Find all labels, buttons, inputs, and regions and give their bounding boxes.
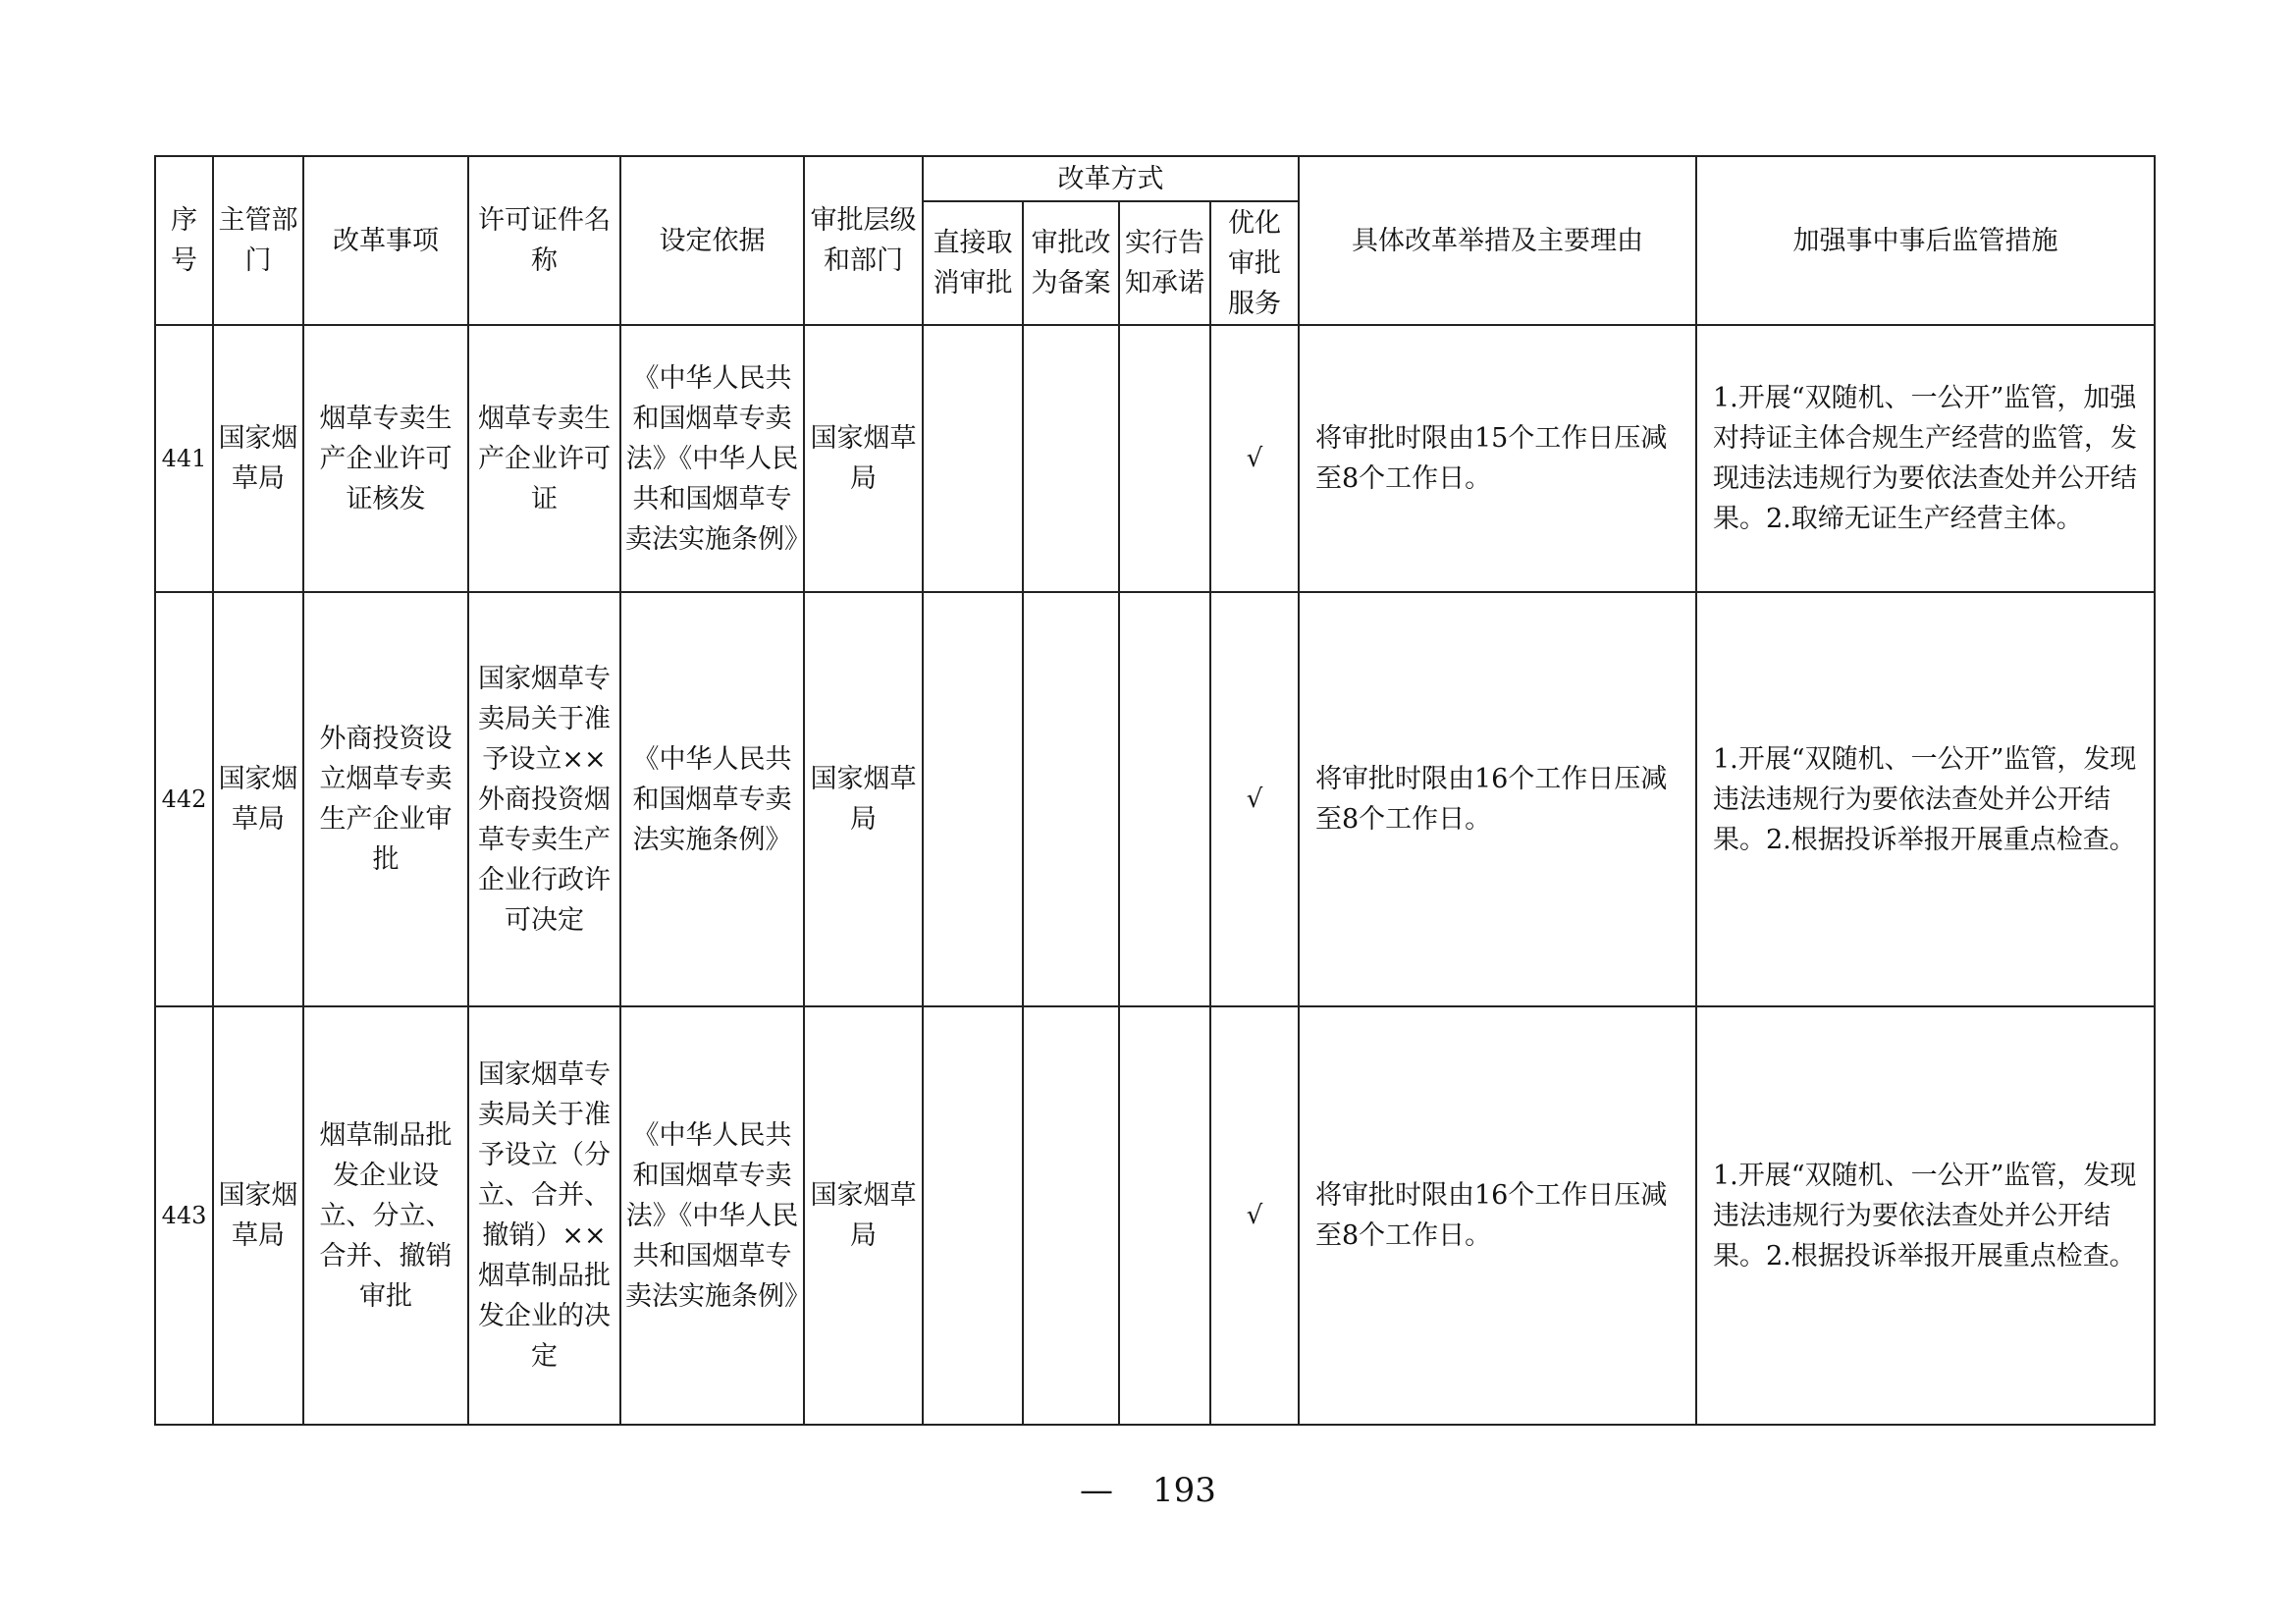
header-supervision: 加强事中事后监管措施	[1696, 156, 2155, 325]
cell-seq: 443	[155, 1006, 213, 1425]
cell-license: 国家烟草专卖局关于准予设立××外商投资烟草专卖生产企业行政许可决定	[468, 592, 620, 1006]
header-reform-group: 改革方式	[923, 156, 1299, 201]
cell-dept: 国家烟草局	[213, 325, 303, 592]
cell-record	[1023, 325, 1119, 592]
cell-level: 国家烟草局	[804, 1006, 923, 1425]
cell-seq: 442	[155, 592, 213, 1006]
cell-measures: 将审批时限由15个工作日压减至8个工作日。	[1299, 325, 1696, 592]
cell-measures: 将审批时限由16个工作日压减至8个工作日。	[1299, 1006, 1696, 1425]
cell-level: 国家烟草局	[804, 325, 923, 592]
header-method-optimize: 优化审批服务	[1210, 201, 1299, 325]
cell-license: 烟草专卖生产企业许可证	[468, 325, 620, 592]
cell-optimize-checkmark: √	[1210, 325, 1299, 592]
table-row	[155, 325, 2155, 592]
header-license: 许可证件名称	[468, 156, 620, 325]
cell-supervision: 1.开展“双随机、一公开”监管，发现违法违规行为要依法查处并公开结果。2.根据投诉举报开展重点检查。	[1696, 592, 2155, 1006]
cell-cancel	[923, 325, 1023, 592]
cell-item: 烟草专卖生产企业许可证核发	[303, 325, 468, 592]
footer-dash: —	[1080, 1471, 1114, 1510]
cell-seq: 441	[155, 325, 213, 592]
cell-notify	[1119, 1006, 1210, 1425]
header-level: 审批层级和部门	[804, 156, 923, 325]
header-method-notify: 实行告知承诺	[1119, 201, 1210, 325]
cell-supervision: 1.开展“双随机、一公开”监管，加强对持证主体合规生产经营的监管，发现违法违规行为要依法查处并公开结果。2.取缔无证生产经营主体。	[1696, 325, 2155, 592]
cell-dept: 国家烟草局	[213, 592, 303, 1006]
header-method-record: 审批改为备案	[1023, 201, 1119, 325]
header-item: 改革事项	[303, 156, 468, 325]
page-number: 193	[1152, 1471, 1216, 1510]
cell-notify	[1119, 325, 1210, 592]
cell-cancel	[923, 1006, 1023, 1425]
cell-cancel	[923, 592, 1023, 1006]
header-dept: 主管部门	[213, 156, 303, 325]
page-footer	[0, 1471, 2296, 1510]
header-measures: 具体改革举措及主要理由	[1299, 156, 1696, 325]
cell-item: 外商投资设立烟草专卖生产企业审批	[303, 592, 468, 1006]
header-row-1	[155, 156, 2155, 201]
cell-supervision: 1.开展“双随机、一公开”监管，发现违法违规行为要依法查处并公开结果。2.根据投诉举报开展重点检查。	[1696, 1006, 2155, 1425]
cell-basis: 《中华人民共和国烟草专卖法》《中华人民共和国烟草专卖法实施条例》	[620, 1006, 804, 1425]
cell-measures: 将审批时限由16个工作日压减至8个工作日。	[1299, 592, 1696, 1006]
cell-dept: 国家烟草局	[213, 1006, 303, 1425]
reform-table	[154, 155, 2156, 1426]
table-row	[155, 1006, 2155, 1425]
cell-optimize-checkmark: √	[1210, 592, 1299, 1006]
cell-record	[1023, 592, 1119, 1006]
cell-level: 国家烟草局	[804, 592, 923, 1006]
header-seq: 序号	[155, 156, 213, 325]
header-basis: 设定依据	[620, 156, 804, 325]
cell-license: 国家烟草专卖局关于准予设立（分立、合并、撤销）××烟草制品批发企业的决定	[468, 1006, 620, 1425]
cell-basis: 《中华人民共和国烟草专卖法》《中华人民共和国烟草专卖法实施条例》	[620, 325, 804, 592]
cell-optimize-checkmark: √	[1210, 1006, 1299, 1425]
cell-item: 烟草制品批发企业设立、分立、合并、撤销审批	[303, 1006, 468, 1425]
cell-basis: 《中华人民共和国烟草专卖法实施条例》	[620, 592, 804, 1006]
cell-record	[1023, 1006, 1119, 1425]
header-method-cancel: 直接取消审批	[923, 201, 1023, 325]
table-row	[155, 592, 2155, 1006]
cell-notify	[1119, 592, 1210, 1006]
